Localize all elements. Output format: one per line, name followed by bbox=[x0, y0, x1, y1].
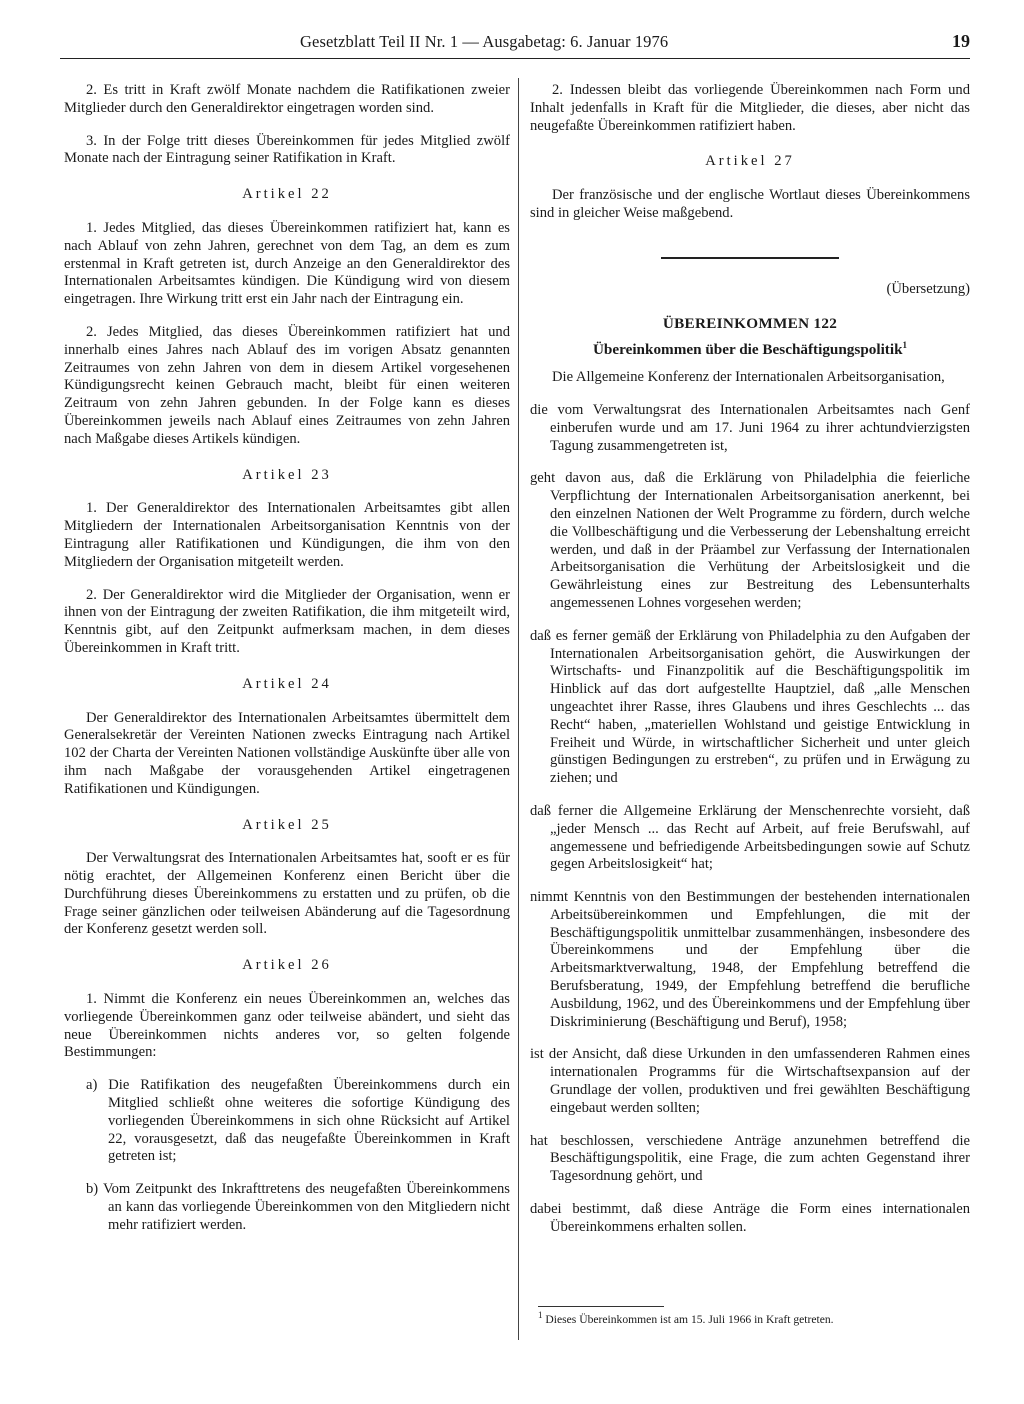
gazette-title: Gesetzblatt Teil II Nr. 1 — Ausgabetag: 6. Januar 1976 bbox=[300, 32, 669, 51]
preamble-paragraph: geht davon aus, daß die Erklärung von Philadelphia die feierliche Verpflichtung der Internationalen Arbeitsorganisation anerkennt, bei den einzelnen Nationen der Welt Programme zu fördern, durch welche die Vollbeschäftigung und die Verbesserung der Lebenshaltung erreicht werden, und daß in der Präambel zur Verfassung der Internationalen Arbeitsorganisation die Verhütung der Arbeitslosigkeit und die Gewährleistung eines zur Bestreitung des Lebensunterhalts angemessenen Lohnes vorgesehen werden; bbox=[530, 470, 970, 611]
page-number: 19 bbox=[952, 31, 970, 51]
paragraph: Der französische und der englische Wortlaut dieses Übereinkommens sind in gleicher Weise maßgebend. bbox=[530, 187, 970, 221]
convention-subtitle: Übereinkommen über die Beschäftigungspolitik$^1$ bbox=[592, 340, 908, 359]
footnote bbox=[538, 1310, 968, 1327]
footnote-text: Dieses Übereinkommen ist am 15. Juli 1966 in Kraft getreten. bbox=[545, 1313, 834, 1326]
preamble-paragraph: nimmt Kenntnis von den Bestimmungen der bestehenden internationalen Arbeitsübereinkommen und Empfehlungen, die mit der Beschäftigungspolitik unmittelbar zusammenhängen, insbesondere des Übereinkommens und der Empfehlung über die Arbeitsmarktverwaltung, 1948, der Empfehlung betreffend die Berufsberatung, 1949, der Empfehlung betreffend die berufliche Ausbildung, 1962, und des Übereinkommens und der Empfehlung über Diskriminierung (Beschäftigung und Beruf), 1958; bbox=[530, 889, 970, 1030]
paragraph: 1. Nimmt die Konferenz ein neues Übereinkommen an, welches das vorliegende Übereinkommen ganz oder teilweise abändert, und sieht das neue Übereinkommen nichts anderes vor, so gelten folgende Bestimmungen: bbox=[64, 991, 510, 1061]
footnote-marker: 1 bbox=[902, 340, 908, 351]
paragraph: Der Generaldirektor des Internationalen Arbeitsamtes übermittelt dem Generalsekretär der Vereinten Nationen zwecks Eintragung nach Artikel 102 der Charta der Vereinten Nationen vollständige Auskünfte über alle von ihm nach Maßgabe der vorausgehenden Artikel eingetragenen Ratifikationen und Kündigungen. bbox=[64, 709, 510, 797]
footnote-number: 1 bbox=[538, 1310, 543, 1321]
paragraph: 2. Indessen bleibt das vorliegende Übereinkommen nach Form und Inhalt jedenfalls in Kraft für die Mitglieder, die dieses, aber nicht das neugefaßte Übereinkommen ratifiziert haben. bbox=[530, 82, 970, 134]
preamble-paragraph: dabei bestimmt, daß diese Anträge die Form eines internationalen Übereinkommens erhalten sollen. bbox=[530, 1201, 970, 1235]
article-heading: Artikel 24 bbox=[242, 675, 332, 692]
paragraph: 3. In der Folge tritt dieses Übereinkommen für jedes Mitglied zwölf Monate nach der Eintragung seiner Ratifikation in Kraft. bbox=[64, 132, 510, 167]
paragraph: 2. Jedes Mitglied, das dieses Übereinkommen ratifiziert hat und innerhalb eines Jahres nach Ablauf des im vorigen Absatz genannten Zeitraumes von zehn Jahren von dem in diesem Artikel vorgesehenen Kündigungsrecht keinen Gebrauch macht, bleibt für einen weiteren Zeitraum von zehn Jahren gebunden. In der Folge kann es dieses Übereinkommen jeweils nach Ablauf eines Zeitraumes von zehn Jahren nach Maßgabe dieses Artikels kündigen. bbox=[64, 323, 510, 447]
column-divider bbox=[518, 78, 519, 1340]
article-heading: Artikel 25 bbox=[242, 816, 332, 833]
list-item: b) Vom Zeitpunkt des Inkrafttretens des neugefaßten Übereinkommens an kann das vorliegende Übereinkommen von den Mitgliedern nicht mehr ratifiziert werden. bbox=[86, 1181, 510, 1233]
paragraph: 1. Der Generaldirektor des Internationalen Arbeitsamtes gibt allen Mitgliedern der Internationalen Arbeitsorganisation Kenntnis von der Eintragung aller Ratifikationen und Kündigungen, die ihm von den Mitgliedern der Organisation mitgeteilt werden. bbox=[64, 500, 510, 570]
right-column bbox=[530, 82, 970, 1237]
left-column bbox=[64, 82, 510, 1235]
article-heading: Artikel 26 bbox=[242, 957, 332, 974]
paragraph: 1. Jedes Mitglied, das dieses Übereinkommen ratifiziert hat, kann es nach Ablauf von zehn Jahren, gerechnet von dem Tag, an dem es zum erstenmal in Kraft getreten ist, durch Anzeige an den Generaldirektor des Internationalen Arbeitsamtes kündigen. Die Kündigung wird von diesem eingetragen. Ihre Wirkung tritt erst ein Jahr nach der Eintragung ein. bbox=[64, 219, 510, 308]
preamble-paragraph: daß ferner die Allgemeine Erklärung der Menschenrechte vorsieht, daß „jeder Mensch ... das Recht auf Arbeit, auf freie Berufswahl, auf angemessene und befriedigende Arbeitsbedingungen sowie auf Schutz gegen Arbeitslosigkeit“ hat; bbox=[530, 802, 970, 873]
paragraph: 2. Es tritt in Kraft zwölf Monate nachdem die Ratifikationen zweier Mitglieder durch den Generaldirektor eingetragen worden sind. bbox=[64, 82, 510, 116]
article-heading: Artikel 23 bbox=[242, 466, 332, 483]
article-heading: Artikel 22 bbox=[242, 186, 332, 203]
footnote-rule bbox=[538, 1306, 664, 1307]
article-heading: Artikel 27 bbox=[705, 153, 795, 170]
list-item: a) Die Ratifikation des neugefaßten Übereinkommens durch ein Mitglied schließt ohne weiteres die sofortige Kündigung des vorliegenden Übereinkommens in sich ohne Rücksicht auf Artikel 22, vorausgesetzt, daß das neugefaßte Übereinkommen in Kraft getreten ist; bbox=[86, 1077, 510, 1165]
header-rule bbox=[60, 58, 970, 59]
preamble-paragraph: daß es ferner gemäß der Erklärung von Philadelphia zu den Aufgaben der Internationalen Arbeitsorganisation gehört, die Auswirkungen der Wirtschafts- und Finanzpolitik auf die Beschäftigungspolitik im Hinblick auf das dort aufgestellte Hauptziel, daß „alle Menschen ungeachtet ihrer Rasse, ihres Glaubens und ihres Geschlechts ... das Recht“ haben, „materiellen Wohlstand und geistige Entwicklung in Freiheit und Würde, in wirtschaftlicher Sicherheit und unter gleich günstigen Bedingungen zu erstreben“, zu prüfen und in Erwägung zu ziehen; und bbox=[530, 627, 970, 787]
preamble-paragraph: die vom Verwaltungsrat des Internationalen Arbeitsamtes nach Genf einberufen wurde und am 17. Juni 1964 zu ihrer achtundvierzigsten Tagung zusammengetreten ist, bbox=[530, 401, 970, 454]
paragraph: 2. Der Generaldirektor wird die Mitglieder der Organisation, wenn er ihnen von der Eintragung der zweiten Ratifikation, die ihm mitgeteilt wird, Kenntnis gibt, auf den Zeitpunkt aufmerksam machen, in dem dieses Übereinkommen in Kraft tritt. bbox=[64, 586, 510, 656]
preamble-paragraph: hat beschlossen, verschiedene Anträge anzunehmen betreffend die Beschäftigungspolitik, eine Frage, die zum achten Gegenstand ihrer Tagesordnung gehört, und bbox=[530, 1132, 970, 1185]
page-header bbox=[60, 32, 970, 66]
preamble-paragraph: Die Allgemeine Konferenz der Internationalen Arbeitsorganisation, bbox=[552, 369, 945, 386]
paragraph: Der Verwaltungsrat des Internationalen Arbeitsamtes hat, sooft er es für nötig erachtet, der Allgemeinen Konferenz einen Bericht über die Durchführung dieses Übereinkommens zu erstatten und zu prüfen, ob die Frage seiner gänzlichen oder teilweisen Abänderung auf die Tagesordnung der Konferenz gesetzt werden soll. bbox=[64, 850, 510, 938]
preamble-paragraph: ist der Ansicht, daß diese Urkunden in den umfassenderen Rahmen eines internationalen Programms für die Wirtschaftsexpansion auf der Grundlage der vollen, produktiven und frei gewählten Beschäftigung eingebaut werden sollten; bbox=[530, 1046, 970, 1116]
convention-title: ÜBEREINKOMMEN 122 bbox=[662, 314, 838, 332]
section-separator bbox=[661, 257, 839, 259]
translation-note: (Übersetzung) bbox=[886, 280, 970, 297]
